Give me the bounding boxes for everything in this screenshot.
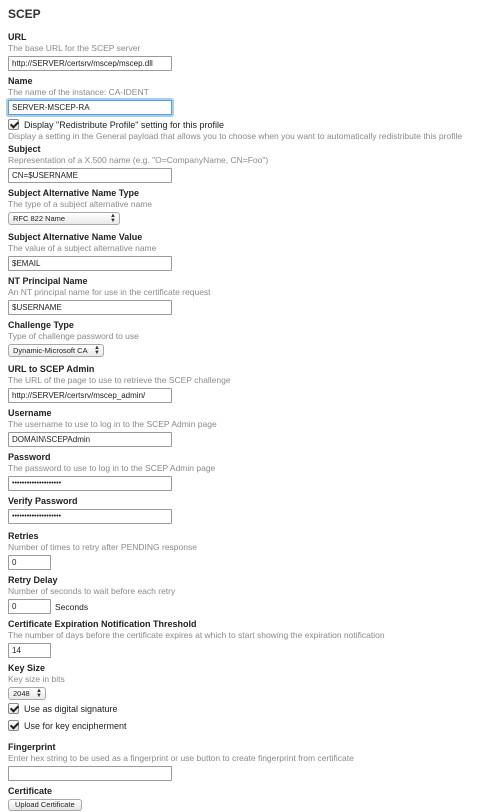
username-input[interactable] <box>8 432 172 447</box>
retries-input[interactable] <box>8 555 51 570</box>
key-encipherment-field-group <box>8 719 484 732</box>
key-size-selected: 2048 <box>13 689 30 698</box>
challenge-type-field-group <box>8 320 484 354</box>
digital-signature-label: Use as digital signature <box>24 703 118 714</box>
san-value-field-group <box>8 232 484 266</box>
challenge-type-select[interactable] <box>8 344 104 357</box>
expiration-field-group <box>8 619 484 653</box>
key-encipherment-label: Use for key encipherment <box>24 720 127 731</box>
name-description: The name of the instance: CA-IDENT <box>8 87 149 97</box>
key-size-select[interactable] <box>8 687 46 700</box>
expiration-input[interactable] <box>8 643 51 658</box>
subject-description: Representation of a X.500 name (e.g. "O=CompanyName, CN=Foo") <box>8 155 269 165</box>
retry-delay-input[interactable] <box>8 599 51 614</box>
redistribute-label: Display "Redistribute Profile" setting for this profile <box>24 119 224 130</box>
url-input[interactable] <box>8 56 172 71</box>
san-value-label: Subject Alternative Name Value <box>8 232 143 242</box>
retry-delay-label: Retry Delay <box>8 575 58 585</box>
expiration-label: Certificate Expiration Notification Threshold <box>8 619 197 629</box>
digital-signature-field-group <box>8 702 484 715</box>
select-arrows-icon: ▲ ▼ <box>36 687 42 699</box>
certificate-label: Certificate <box>8 786 53 796</box>
key-encipherment-checkbox[interactable] <box>8 720 19 731</box>
retries-description: Number of times to retry after PENDING response <box>8 542 197 552</box>
verify-password-input[interactable] <box>8 509 172 524</box>
select-arrows-icon: ▲ ▼ <box>110 212 116 224</box>
password-field-group <box>8 452 484 486</box>
certificate-field-group <box>8 786 484 812</box>
username-description: The username to use to log in to the SCEP Admin page <box>8 419 217 429</box>
san-type-label: Subject Alternative Name Type <box>8 188 140 198</box>
san-type-selected: RFC 822 Name <box>13 214 66 223</box>
nt-principal-description: An NT principal name for use in the certificate request <box>8 287 211 297</box>
nt-principal-label: NT Principal Name <box>8 276 88 286</box>
retries-field-group <box>8 531 484 565</box>
key-size-label: Key Size <box>8 663 46 673</box>
url-label: URL <box>8 32 27 42</box>
digital-signature-checkbox[interactable] <box>8 703 19 714</box>
scep-admin-url-field-group <box>8 364 484 398</box>
nt-principal-field-group <box>8 276 484 310</box>
section-title: SCEP <box>8 7 41 21</box>
username-field-group <box>8 408 484 442</box>
redistribute-field-group <box>8 118 484 142</box>
subject-field-group <box>8 144 484 178</box>
retry-delay-description: Number of seconds to wait before each retry <box>8 586 176 596</box>
subject-label: Subject <box>8 144 41 154</box>
subject-input[interactable] <box>8 168 172 183</box>
challenge-type-selected: Dynamic-Microsoft CA <box>13 346 88 355</box>
scep-admin-url-input[interactable] <box>8 388 172 403</box>
select-arrows-icon: ▲ ▼ <box>94 344 100 356</box>
verify-password-label: Verify Password <box>8 496 78 506</box>
verify-password-field-group <box>8 496 484 519</box>
url-description: The base URL for the SCEP server <box>8 43 141 53</box>
fingerprint-label: Fingerprint <box>8 742 56 752</box>
san-type-select[interactable] <box>8 212 120 225</box>
name-field-group <box>8 76 484 110</box>
challenge-type-description: Type of challenge password to use <box>8 331 139 341</box>
expiration-description: The number of days before the certificate expires at which to start showing the expiration notification <box>8 630 385 640</box>
username-label: Username <box>8 408 52 418</box>
password-label: Password <box>8 452 51 462</box>
scep-admin-url-label: URL to SCEP Admin <box>8 364 95 374</box>
nt-principal-input[interactable] <box>8 300 172 315</box>
key-size-description: Key size in bits <box>8 674 65 684</box>
name-label: Name <box>8 76 33 86</box>
retry-delay-unit: Seconds <box>55 601 89 612</box>
fingerprint-field-group <box>8 742 484 776</box>
upload-certificate-button[interactable]: Upload Certificate <box>8 799 82 811</box>
san-value-description: The value of a subject alternative name <box>8 243 157 253</box>
fingerprint-input[interactable] <box>8 766 172 781</box>
san-type-field-group <box>8 188 484 222</box>
fingerprint-description: Enter hex string to be used as a fingerprint or use button to create fingerprint from certificate <box>8 753 354 763</box>
san-value-input[interactable] <box>8 256 172 271</box>
san-type-description: The type of a subject alternative name <box>8 199 153 209</box>
retry-delay-field-group <box>8 575 484 612</box>
name-input[interactable] <box>8 100 172 115</box>
challenge-type-label: Challenge Type <box>8 320 74 330</box>
redistribute-description: Display a setting in the General payload that allows you to choose when you want to automatically redistribute this profile <box>8 131 463 141</box>
scep-admin-url-description: The URL of the page to use to retrieve the SCEP challenge <box>8 375 231 385</box>
password-input[interactable] <box>8 476 172 491</box>
url-field-group <box>8 32 484 66</box>
retries-label: Retries <box>8 531 39 541</box>
password-description: The password to use to log in to the SCEP Admin page <box>8 463 216 473</box>
redistribute-checkbox[interactable] <box>8 119 19 130</box>
scep-form <box>8 6 484 812</box>
key-size-field-group <box>8 663 484 697</box>
